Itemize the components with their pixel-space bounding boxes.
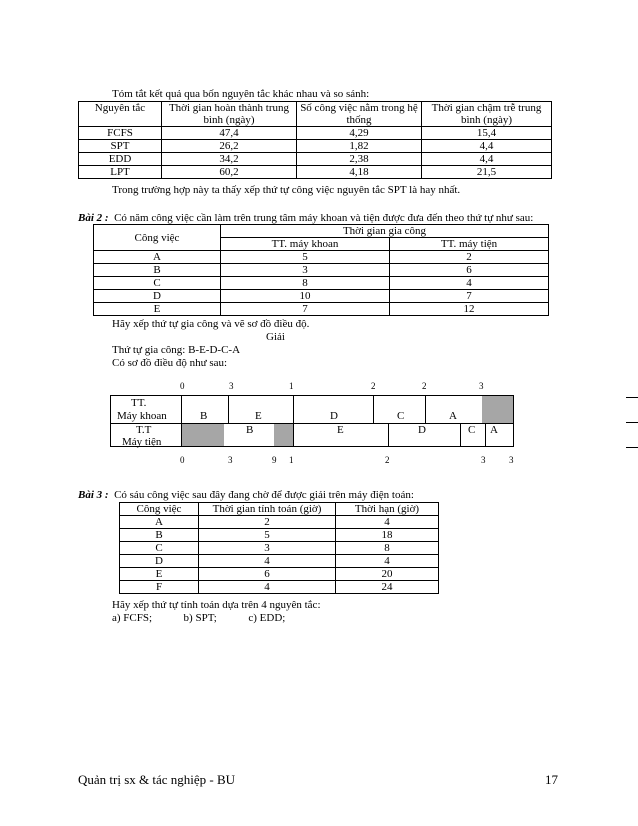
exercise-3-table (119, 502, 439, 594)
segment-divider (485, 423, 486, 447)
diagram-intro: Có sơ đồ điều độ như sau: (112, 357, 228, 369)
job-label: C (397, 410, 405, 422)
table-cell: 8 (336, 542, 439, 555)
option-fcfs: a) FCFS; (112, 612, 153, 624)
header-cell: Thời gian chậm trễ trung bình (ngày) (422, 102, 552, 127)
tick-label: 3 (228, 455, 233, 465)
table-cell: 2,38 (297, 153, 422, 166)
table-cell: SPT (79, 140, 162, 153)
table-cell: 4,29 (297, 127, 422, 140)
header-cell: Công việc (120, 503, 199, 516)
table-cell: 4 (199, 581, 336, 594)
table-cell: C (120, 542, 199, 555)
page-number: 17 (545, 772, 558, 787)
table-cell: 15,4 (422, 127, 552, 140)
segment-divider (228, 395, 229, 423)
table-cell: 12 (390, 303, 549, 316)
table-cell: 7 (390, 290, 549, 303)
option-edd: c) EDD; (248, 612, 286, 624)
table-cell: D (94, 290, 221, 303)
table-cell: 34,2 (162, 153, 297, 166)
table-row (120, 529, 439, 542)
table-row (120, 542, 439, 555)
job-label: C (468, 424, 476, 436)
table-row (120, 516, 439, 529)
row-label: TT. (131, 397, 147, 409)
table-row (94, 277, 549, 290)
summary-conclusion: Trong trường hợp này ta thấy xếp thứ tự công việc nguyên tắc SPT là hay nhất. (112, 184, 461, 196)
processing-order: Thứ tự gia công: B-E-D-C-A (112, 344, 241, 356)
exercise-2-question: Hãy xếp thứ tự gia công và vẽ sơ đồ điều độ. (112, 318, 310, 330)
segment-divider (373, 395, 374, 423)
table-cell: 4 (336, 516, 439, 529)
tick-label: 3 (481, 455, 486, 465)
footer-title: Quản trị sx & tác nghiệp - BU (78, 772, 236, 787)
table-cell: 1,82 (297, 140, 422, 153)
table-cell: A (94, 251, 221, 264)
tick-label: 0 (180, 381, 185, 391)
table-cell: 24 (336, 581, 439, 594)
table-cell: 20 (336, 568, 439, 581)
table-cell: 3 (221, 264, 390, 277)
table-cell: A (120, 516, 199, 529)
exercise-2-heading (78, 212, 533, 224)
table-cell: 26,2 (162, 140, 297, 153)
table-cell: 6 (199, 568, 336, 581)
summary-table (78, 101, 552, 179)
table-cell: 4,18 (297, 166, 422, 179)
margin-mark (626, 422, 638, 423)
table-row (94, 290, 549, 303)
margin-mark (626, 447, 638, 448)
table-row (94, 251, 549, 264)
idle-block (482, 396, 513, 423)
exercise-2-table (93, 224, 549, 316)
table-cell: 60,2 (162, 166, 297, 179)
table-row (120, 581, 439, 594)
table-header-row (94, 225, 549, 238)
table-cell: C (94, 277, 221, 290)
row-divider (110, 423, 514, 424)
exercise-3-question: Hãy xếp thứ tự tính toán dựa trên 4 nguyên tắc: (112, 599, 321, 611)
exercise-3-label: Bài 3 : (78, 489, 109, 501)
table-header-row (79, 102, 552, 127)
row-label: T.T (136, 424, 152, 436)
table-row (79, 140, 552, 153)
header-cell: Số công việc nằm trong hệ thống (297, 102, 422, 127)
exercise-2-label: Bài 2 : (78, 212, 109, 224)
table-cell: 4,4 (422, 153, 552, 166)
exercise-3-heading (78, 489, 414, 501)
exercise-3-options (112, 612, 285, 624)
job-label: B (246, 424, 254, 436)
table-cell: E (120, 568, 199, 581)
segment-divider (460, 423, 461, 447)
tick-label: 2 (422, 381, 427, 391)
summary-intro: Tóm tắt kết quả qua bốn nguyên tắc khác nhau và so sánh: (112, 88, 370, 100)
segment-divider (293, 395, 294, 423)
header-cell: Nguyên tắc (79, 102, 162, 127)
segment-divider (425, 395, 426, 423)
table-cell: D (120, 555, 199, 568)
table-cell: 18 (336, 529, 439, 542)
table-cell: FCFS (79, 127, 162, 140)
tick-label: 1 (289, 381, 294, 391)
segment-divider (293, 423, 294, 447)
table-cell: 4 (336, 555, 439, 568)
header-cell: TT. máy tiện (390, 238, 549, 251)
header-cell: Thời hạn (giờ) (336, 503, 439, 516)
table-row (79, 153, 552, 166)
header-cell: Thời gian tính toán (giờ) (199, 503, 336, 516)
header-cell: Công việc (94, 225, 221, 251)
table-row (94, 303, 549, 316)
table-cell: EDD (79, 153, 162, 166)
tick-label: 1 (289, 455, 294, 465)
table-cell: 7 (221, 303, 390, 316)
row-label: Máy tiện (122, 436, 162, 448)
table-cell: B (120, 529, 199, 542)
table-cell: 21,5 (422, 166, 552, 179)
job-label: D (418, 424, 426, 436)
job-label: B (200, 410, 208, 422)
exercise-3-text: Có sáu công việc sau đây đang chờ để được giải trên máy điện toán: (114, 489, 414, 501)
job-label: E (337, 424, 344, 436)
job-label: A (490, 424, 498, 436)
table-row (79, 166, 552, 179)
table-cell: 5 (221, 251, 390, 264)
table-header-row (120, 503, 439, 516)
table-row (94, 264, 549, 277)
solution-title: Giải (266, 331, 285, 343)
tick-label: 0 (180, 455, 185, 465)
table-cell: 4,4 (422, 140, 552, 153)
tick-label: 3 (229, 381, 234, 391)
idle-block (182, 424, 224, 446)
table-row (79, 127, 552, 140)
job-label: E (255, 410, 262, 422)
option-spt: b) SPT; (183, 612, 217, 624)
table-row (120, 555, 439, 568)
table-cell: F (120, 581, 199, 594)
table-cell: 3 (199, 542, 336, 555)
exercise-2-text: Có năm công việc cần làm trên trung tâm máy khoan và tiện được đưa đến theo thứ tự như sau: (114, 212, 534, 224)
table-cell: E (94, 303, 221, 316)
table-cell: B (94, 264, 221, 277)
table-cell: 4 (199, 555, 336, 568)
tick-label: 3 (509, 455, 514, 465)
table-cell: 2 (390, 251, 549, 264)
header-cell: TT. máy khoan (221, 238, 390, 251)
table-cell: 2 (199, 516, 336, 529)
table-cell: LPT (79, 166, 162, 179)
header-cell: Thời gian hoàn thành trung bình (ngày) (162, 102, 297, 127)
tick-label: 2 (371, 381, 376, 391)
table-cell: 10 (221, 290, 390, 303)
tick-label: 3 (479, 381, 484, 391)
idle-block (274, 424, 293, 446)
table-cell: 6 (390, 264, 549, 277)
tick-label: 2 (385, 455, 390, 465)
job-label: A (449, 410, 457, 422)
tick-label: 9 (272, 455, 277, 465)
header-cell: Thời gian gia công (221, 225, 549, 238)
table-row (120, 568, 439, 581)
table-cell: 5 (199, 529, 336, 542)
segment-divider (388, 423, 389, 447)
table-cell: 47,4 (162, 127, 297, 140)
row-label: Máy khoan (117, 410, 167, 422)
margin-mark (626, 397, 638, 398)
table-cell: 8 (221, 277, 390, 290)
table-cell: 4 (390, 277, 549, 290)
job-label: D (330, 410, 338, 422)
